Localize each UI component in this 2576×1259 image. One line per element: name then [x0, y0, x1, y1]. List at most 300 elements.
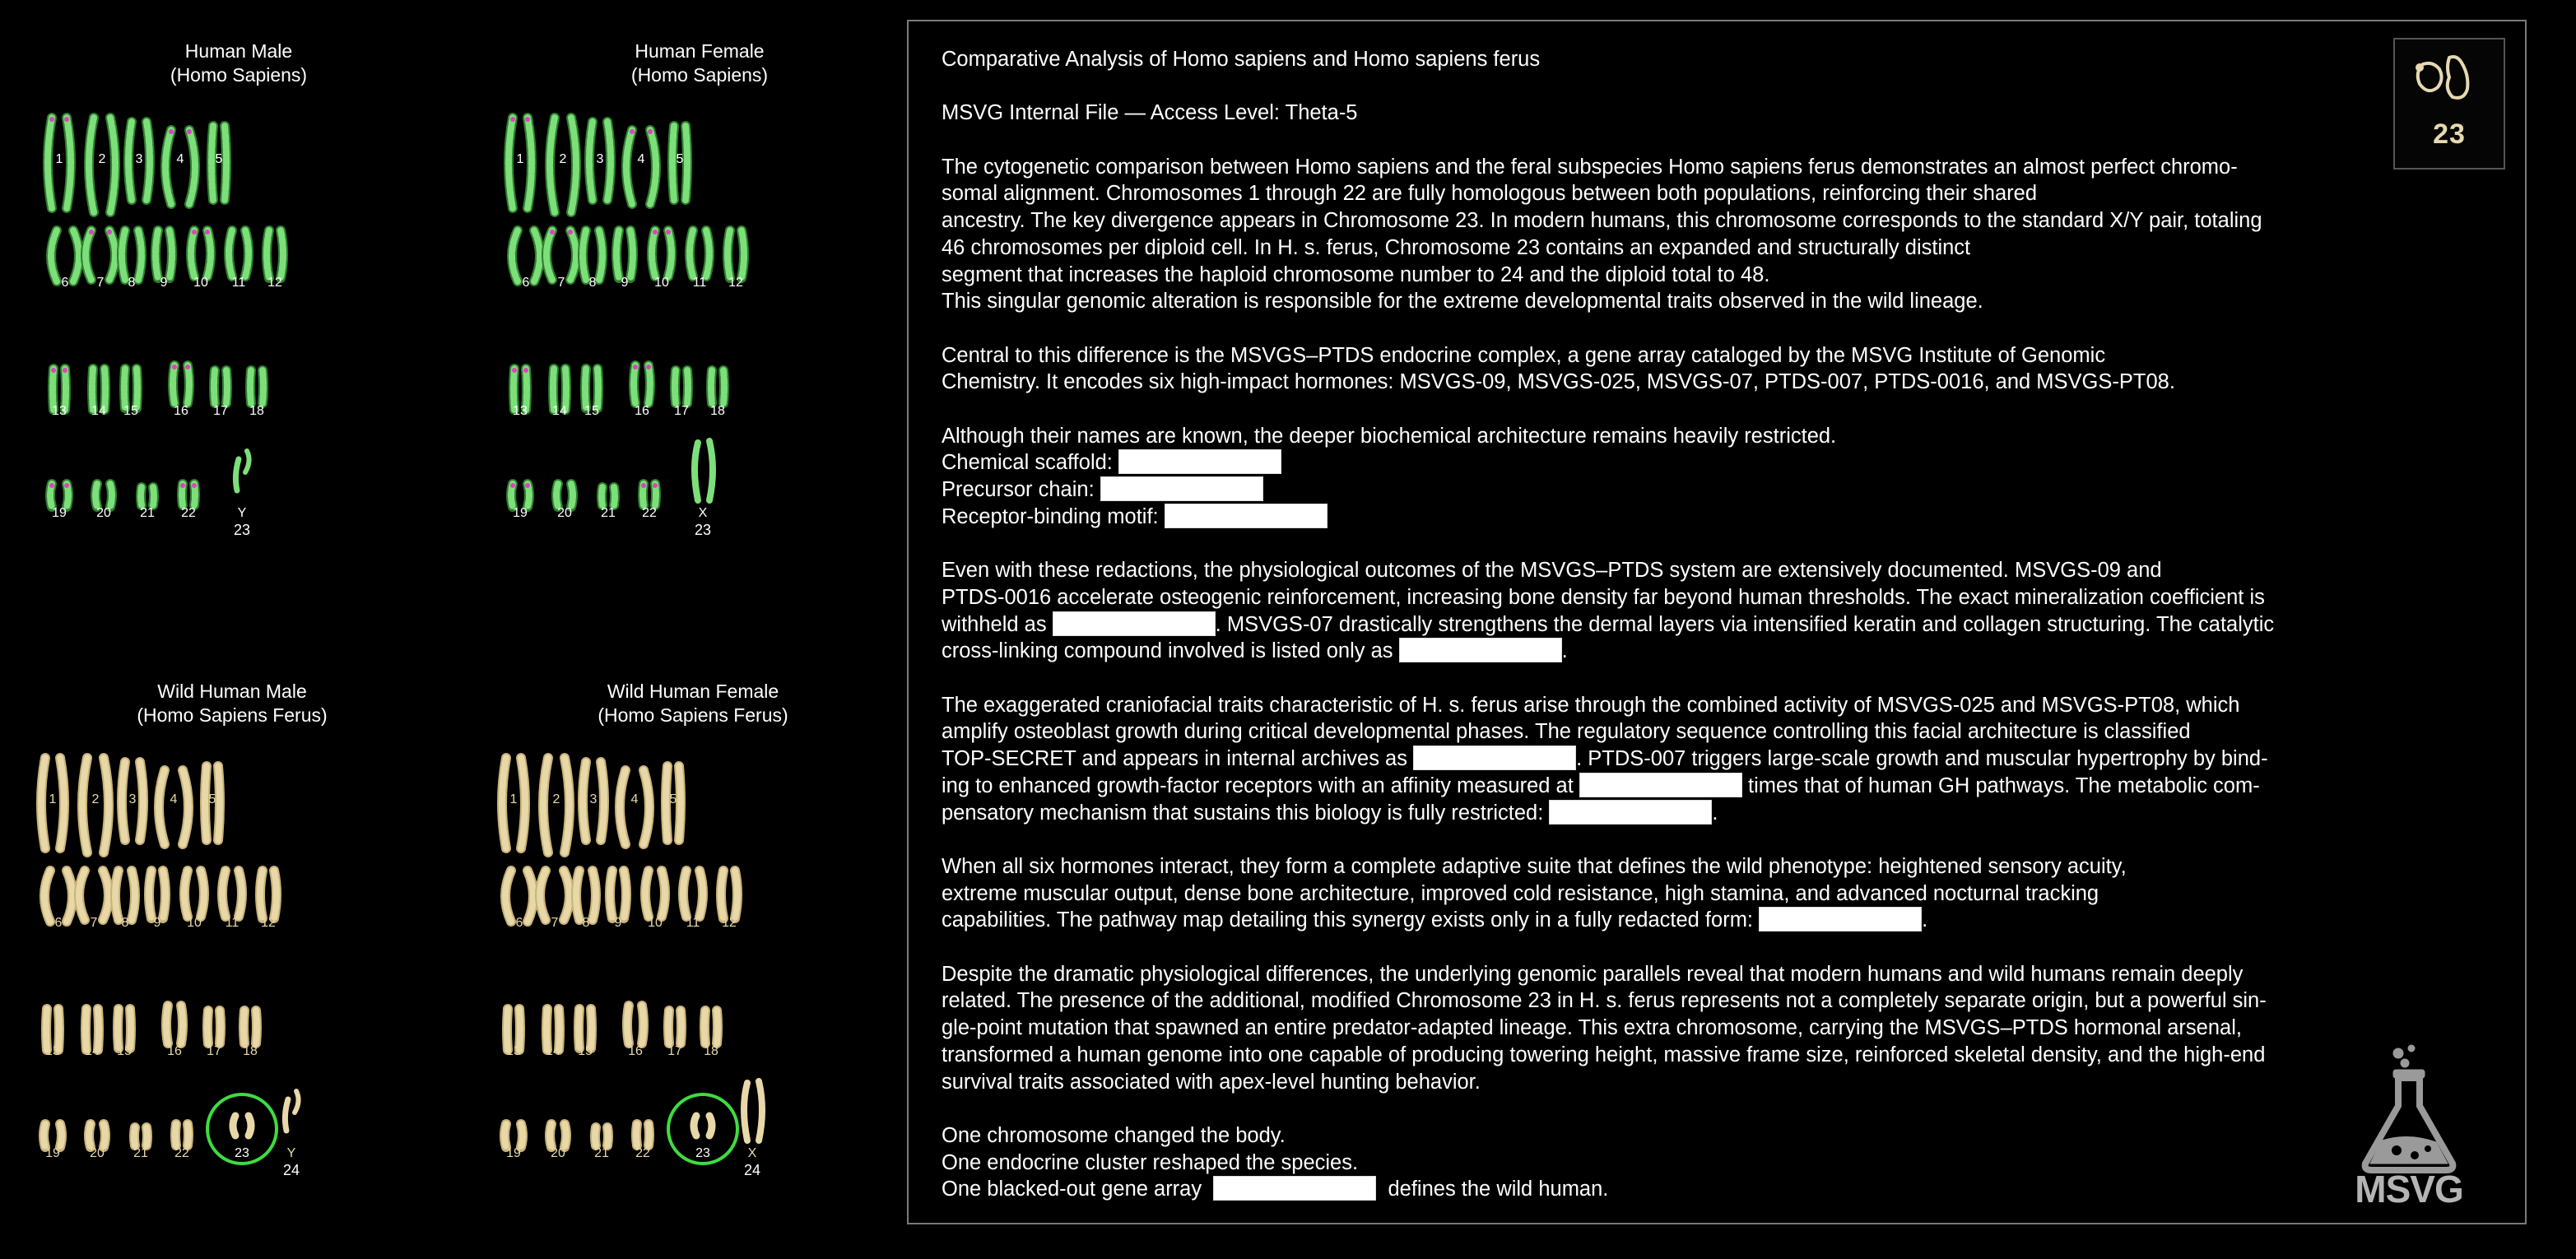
chromosome-number-label: 3 [589, 792, 598, 806]
redacted-field [942, 449, 2357, 476]
chromosome-pair-21 [602, 487, 615, 505]
chromosome-pair-17 [207, 1010, 221, 1043]
chromosome-number-label: 20 [557, 506, 572, 520]
text-line [942, 638, 2357, 665]
chromosome-number-label: 15 [123, 404, 138, 418]
chromosome-pair-16 [627, 1006, 644, 1043]
chromosome-number-label: 16 [628, 1044, 643, 1058]
paragraph-endocrine [942, 342, 2357, 396]
sex-chromosome-number: 24 [743, 1162, 761, 1178]
text-line [942, 907, 2357, 934]
chromosome-marker [666, 230, 671, 235]
chromosome-marker [205, 230, 210, 235]
chromosome-body [260, 871, 263, 918]
chromosome-body [675, 370, 676, 403]
chromosome-number-label: 18 [243, 1044, 258, 1058]
text-line: 46 chromosomes per diploid cell. In H. s. ferus, Chromosome 23 contains an expanded and structurally distinct [942, 235, 1971, 259]
chromosome-body [163, 871, 165, 918]
chromosome-body [274, 871, 277, 918]
text-line: One chromosome changed the body. [942, 1123, 1286, 1147]
text-line: Central to this difference is the MSVGS–PTDS endocrine complex, a gene array cataloged by the MSVG Institute of Genomic [942, 343, 2106, 367]
chromosome-body [60, 1124, 62, 1147]
text-line: Although their names are known, the deeper biochemical architecture remains heavily restricted. [942, 424, 1837, 448]
chromosome-marker [641, 483, 646, 488]
chromosome-body [690, 230, 693, 276]
chromosome-number-label: 13 [45, 1044, 60, 1058]
chromosome-body [694, 1116, 696, 1136]
text-line: segment that increases the haploid chromosome number to 24 and the diploid total to 48. [942, 262, 1770, 286]
chromosome-pair-8 [122, 230, 142, 280]
chromosome-number-label: 6 [54, 916, 63, 930]
paragraph-restricted [942, 423, 2357, 531]
paragraph-outcomes [942, 557, 2357, 665]
text-fragment: ing to enhanced growth-factor receptors with an affinity measured at [942, 774, 1574, 797]
chromosome-body [205, 766, 207, 840]
text-fragment: TOP-SECRET and appears in internal archives as [942, 747, 1407, 771]
chromosome-number-label: 1 [509, 792, 518, 806]
chromosome-body [207, 230, 211, 276]
chromosome-body [521, 1124, 523, 1147]
chromosome-body [652, 230, 655, 276]
chromosome-pair-6 [51, 230, 79, 281]
chromosome-body [140, 762, 143, 840]
sex-chromosome-pair [235, 451, 249, 490]
chromosome-pair-21 [595, 1127, 608, 1145]
chromosome-pair-16 [166, 1006, 183, 1043]
chromosome-number-label: 6 [522, 276, 530, 290]
chromosome-number-label: 20 [90, 1146, 105, 1160]
sex-chromosome-label: Y [286, 1146, 296, 1160]
sex-chromosome-label: Y [237, 506, 247, 520]
chromosome-body [118, 1009, 119, 1048]
chromosome-body [711, 370, 712, 403]
text-line: somal alignment. Chromosomes 1 through 22 are fully homologous between both populations, reinforcing their shared [942, 182, 2038, 206]
karyotype-title-main: Wild Human Male [157, 681, 307, 702]
document-file-line: MSVG Internal File — Access Level: Theta-5 [942, 101, 1358, 125]
chromosome-body [141, 487, 142, 505]
karyotype-title-sub: (Homo Sapiens Ferus) [598, 704, 788, 726]
chromosome-body [624, 871, 626, 918]
chromosome-body [138, 230, 142, 280]
chromosome-pair-17 [214, 370, 227, 403]
redaction-bar [1579, 773, 1742, 797]
chromosome-body [295, 1091, 299, 1113]
karyotype-title-sub: (Homo Sapiens) [630, 64, 769, 86]
chromosome-body [683, 871, 686, 917]
chromosome-body [175, 1124, 176, 1145]
text-line: One endocrine cluster reshaped the species. [942, 1150, 1359, 1174]
text-fragment: capabilities. The pathway map detailing this synergy exists only in a fully redacted form: [942, 908, 1754, 932]
chromosome-body [226, 370, 227, 403]
chromosome-body [571, 484, 573, 507]
chromosome-body [550, 1124, 551, 1147]
chromosome-body [583, 762, 586, 840]
chromosome-number-label: 15 [584, 404, 599, 418]
redaction-bar [1165, 504, 1328, 528]
chromosome-number-label: 14 [552, 404, 567, 418]
chromosome-number-label: 11 [686, 916, 700, 930]
chromosome-body [706, 230, 709, 276]
karyotype-wild-male [18, 680, 446, 1256]
chromosome-number-label: 10 [187, 916, 202, 930]
chromosome-number-label: 21 [133, 1146, 148, 1160]
chromosome-pair-20 [89, 1124, 105, 1147]
chromosome-marker [192, 230, 197, 235]
redaction-bar [1413, 746, 1576, 770]
karyotype-chart [25, 39, 453, 616]
chromosome-body [245, 451, 249, 472]
chromosome-body [642, 1006, 644, 1043]
chromosome-body [589, 122, 593, 200]
chromosome-marker [646, 365, 651, 369]
redaction-bar [1118, 449, 1281, 474]
chromosome-number-label: 18 [704, 1044, 718, 1058]
chromosome-body [695, 443, 698, 500]
chromosome-body [95, 484, 97, 507]
chromosome-pair-18 [244, 1010, 257, 1043]
chromosome-body [149, 871, 151, 918]
chromosome-pair-19 [505, 1124, 523, 1147]
chromosome-number-label: 1 [55, 152, 63, 166]
text-fragment: . [1712, 801, 1718, 825]
text-line: Chemistry. It encodes six high-impact hormones: MSVGS-09, MSVGS-025, MSVGS-07, PTDS-007, PTDS-0016, and MSVGS-PT08. [942, 370, 2175, 394]
chromosome-number-label: 9 [153, 916, 161, 930]
chromosome-pair-20 [556, 484, 573, 507]
chromosome-pair-4 [165, 129, 195, 204]
sex-chromosome-label: X [698, 506, 708, 520]
chromosome-pair-17 [675, 370, 688, 403]
chromosome-number-label: 8 [121, 916, 129, 930]
chromosome-body [110, 484, 112, 507]
chromosome-number-label: 3 [128, 792, 137, 806]
chromosome-body [627, 1006, 629, 1043]
chromosome-pair-9 [156, 230, 172, 278]
chromosome-number-label: 6 [61, 276, 69, 290]
chromosome-marker [568, 230, 573, 235]
chromosome-body [222, 871, 226, 917]
document-body [942, 46, 2357, 1230]
chromosome-number-label: 3 [135, 152, 143, 166]
chromosome-pair-15 [579, 1009, 592, 1048]
chromosome-number-label: 2 [552, 792, 560, 806]
chromosome-pair-22 [641, 483, 658, 505]
msvg-logo [2347, 1042, 2471, 1215]
sex-chromosome-number: 23 [233, 522, 251, 538]
chromosome-body [607, 1127, 608, 1145]
chromosome-pair-10 [184, 871, 204, 917]
redacted-field [942, 476, 2357, 504]
chromosome-pair-22 [636, 1124, 649, 1145]
chromosome-pair-11 [690, 230, 709, 276]
chromosome-body [285, 1099, 288, 1131]
chromosome-number-label: 15 [578, 1044, 593, 1058]
chromosome-marker [64, 483, 69, 488]
text-line: related. The presence of the additional, modified Chromosome 23 in H. s. ferus represents not a completely separate origin, but a powerful sin- [942, 989, 2267, 1013]
chromosome-body [220, 1010, 221, 1043]
paragraph-closing [942, 1122, 2357, 1203]
chromosome-marker [523, 368, 528, 373]
chromosome-body [130, 1009, 131, 1048]
chromosome-number-label: 9 [160, 276, 168, 290]
chromosome-pair-11 [683, 871, 703, 917]
chromosome-pair-7 [540, 871, 570, 920]
chromosome-pair-10 [645, 871, 665, 917]
chromosome-body [679, 766, 681, 840]
chromosome-number-label: 20 [96, 506, 111, 520]
chromosome-number-label: 8 [582, 916, 590, 930]
chromosome-pair-15 [585, 369, 598, 408]
chromosome-body [184, 871, 188, 917]
text-line [942, 800, 2357, 827]
chromosome-number-label: 11 [692, 276, 707, 290]
chromosome-number-label: 16 [167, 1044, 182, 1058]
chromosome-number-label: 5 [215, 152, 223, 166]
chromosome-number-label: 17 [207, 1044, 221, 1058]
chromosome-pair-12 [721, 871, 737, 918]
paragraph-craniofacial [942, 692, 2357, 827]
chromosome-body [122, 762, 125, 840]
chromosome-number-label: 11 [231, 276, 246, 290]
paragraph-genomic-parallels [942, 961, 2357, 1096]
chromosome-body [153, 487, 154, 505]
chromosome-body [122, 230, 125, 280]
chromosome-pair-11 [229, 230, 249, 276]
chromosome-body [218, 766, 220, 840]
chromosome-pair-18 [711, 370, 724, 403]
sex-chromosome-pair [695, 441, 713, 500]
chromosome-body [124, 369, 125, 408]
chromosome-number-label: 2 [98, 152, 106, 166]
chromosome-pair-8 [115, 871, 135, 920]
chromosome-body [630, 230, 633, 278]
chromosome-body [700, 871, 703, 917]
paragraph-cytogenetic [942, 154, 2357, 315]
chromosome-pair-19 [510, 483, 530, 507]
chromosome-pair-6 [512, 230, 540, 281]
chromosome-marker [64, 117, 69, 122]
chromosome-body [709, 441, 713, 500]
chromosome-marker [630, 129, 635, 134]
text-line: When all six hormones interact, they form a complete adaptive suite that defines the wild phenotype: heightened sensory acuity, [942, 854, 2127, 878]
paragraph-adaptive-suite [942, 853, 2357, 934]
chromosome-pair-10 [191, 230, 211, 276]
chromosome-number-label: 10 [648, 916, 663, 930]
chromosome-pair-22 [175, 1124, 188, 1145]
field-label: Precursor chain: [942, 478, 1095, 502]
text-line [942, 611, 2357, 639]
redaction-bar [1213, 1176, 1376, 1201]
chromosome-pair-20 [95, 484, 112, 507]
chromosome-body [704, 1010, 705, 1043]
chromosome-body [744, 1083, 747, 1141]
chromosome-number-label: 9 [621, 276, 629, 290]
chromosome-23-badge [2393, 38, 2505, 170]
chromosome-number-label: 12 [267, 276, 282, 290]
chromosome-body [645, 871, 649, 917]
chromosome-pair-17 [668, 1010, 681, 1043]
chromosome-number-label: 7 [557, 276, 565, 290]
chromosome-number-label: 17 [674, 404, 689, 418]
chromosome-body [666, 766, 667, 840]
chromosome-body [649, 365, 650, 403]
chromosome-body [742, 230, 744, 278]
text-line [942, 746, 2357, 773]
redaction-bar [1759, 907, 1922, 931]
chromosome-pair-22 [180, 483, 197, 505]
chromosome-body [717, 1010, 718, 1043]
chromosome-number-label: 10 [193, 276, 208, 290]
chromosome-number-label: 8 [588, 276, 597, 290]
chromosome-marker [550, 230, 555, 235]
chromosome-body [115, 871, 119, 920]
text-line: The exaggerated craniofacial traits characteristic of H. s. ferus arise through the combined activity of MSVGS-025 and MSVGS-PT08, which [942, 693, 2240, 717]
chromosome-body [132, 871, 135, 920]
karyotype-human-female [486, 39, 914, 616]
chromosome-body [134, 1127, 135, 1145]
chromosome-number-label: 21 [594, 1146, 609, 1160]
chromosome-number-label: 12 [722, 916, 737, 930]
document-title: Comparative Analysis of Homo sapiens and Homo sapiens ferus [942, 48, 1541, 71]
chromosome-body [267, 230, 269, 278]
chromosome-body [686, 126, 687, 200]
chromosome-pair-4 [159, 770, 188, 844]
chromosome-pair-8 [576, 871, 596, 920]
text-line: Even with these redactions, the physiological outcomes of the MSVGS–PTDS system are extensively documented. MSVGS-09 and [942, 559, 2162, 583]
chromosome-pair-16 [172, 365, 190, 403]
text-line: survival traits associated with apex-level hunting behavior. [942, 1070, 1481, 1094]
chromosome-number-label: 5 [208, 792, 216, 806]
chromosome-body [709, 1116, 712, 1136]
chromosome-marker [525, 483, 530, 488]
chromosome-pair-21 [134, 1127, 147, 1145]
chromosome-number-label: 13 [513, 404, 528, 418]
chromosome-number-label: 1 [49, 792, 57, 806]
chromosome-marker [653, 483, 658, 488]
chromosome-body [636, 1124, 637, 1145]
chromosome-body [44, 1124, 45, 1147]
text-fragment: . MSVGS-07 drastically strengthens the dermal layers via intensified keratin and collagen structuring. The catalytic [1215, 612, 2275, 636]
chromosome-number-label: 4 [170, 792, 178, 806]
chromosome-body [721, 871, 723, 918]
chromosome-number-label: 19 [513, 506, 528, 520]
chromosome-marker [172, 365, 177, 369]
karyotype-chart [479, 680, 907, 1256]
chromosome-body [595, 1127, 596, 1145]
chromosome-body [181, 1006, 183, 1043]
karyotype-title-sub: (Homo Sapiens) [170, 64, 308, 86]
chromosome-number-label: 15 [117, 1044, 132, 1058]
chromosome-number-label: 7 [90, 916, 98, 930]
text-line: This singular genomic alteration is responsible for the extreme developmental traits observed in the wild lineage. [942, 290, 1983, 314]
chromosome-number-label: 5 [676, 152, 684, 166]
chromosome-number-label: 22 [642, 506, 657, 520]
chromosome-body [610, 871, 612, 918]
chromosome-body [128, 122, 132, 200]
chromosome-body [585, 369, 586, 408]
text-fragment: pensatory mechanism that sustains this biology is fully restricted: [942, 801, 1544, 825]
chromosome-number-label: 9 [614, 916, 622, 930]
chromosome-pair-18 [704, 1010, 718, 1043]
chromosome-body [728, 230, 730, 278]
chromosome-marker [169, 129, 174, 134]
chromosome-body [505, 1124, 506, 1147]
text-fragment: . PTDS-007 triggers large-scale growth and muscular hypertrophy by bind- [1576, 747, 2268, 771]
karyotype-chart [18, 680, 446, 1256]
text-line: extreme muscular output, dense bone architecture, improved cold resistance, high stamina, and advanced nocturnal tracking [942, 881, 2099, 905]
text-line: transformed a human genome into one capable of producing towering height, massive frame size, reinforced skeletal density, and the high-end [942, 1043, 2266, 1066]
redaction-bar [1399, 638, 1562, 662]
chromosome-marker [633, 365, 638, 369]
chromosome-body [245, 230, 249, 276]
chromosome-pair-15 [124, 369, 137, 408]
chromosome-pair-20 [550, 1124, 566, 1147]
text-line: The cytogenetic comparison between Homo sapiens and the feral subspecies Homo sapiens ferus demonstrates an almost perfect chromo- [942, 155, 2238, 179]
redaction-bar [1549, 800, 1712, 825]
chromosome-body [156, 230, 158, 278]
chromosome-pair-9 [610, 871, 626, 918]
chromosome-body [89, 1124, 91, 1147]
text-fragment: times that of human GH pathways. The metabolic com- [1747, 774, 2260, 797]
chromosome-marker [49, 117, 54, 122]
text-fragment: . [1561, 639, 1568, 663]
chromosome-body [207, 1010, 208, 1043]
text-line: Despite the dramatic physiological differences, the underlying genomic parallels reveal that modern humans and wild humans remain deeply [942, 962, 2244, 986]
chromosome-marker [510, 483, 515, 488]
chromosome-number-label: 2 [559, 152, 567, 166]
chromosome-number-label: 14 [546, 1044, 560, 1058]
chromosome-pair-8 [583, 230, 602, 280]
chromosome-number-label: 18 [249, 404, 264, 418]
chromosome-number-label: 14 [91, 404, 106, 418]
chromosome-number-label: 8 [128, 276, 136, 290]
text-line [942, 1176, 2357, 1203]
chromosome-number-label: 6 [515, 916, 523, 930]
chromosome-number-label: 12 [728, 276, 743, 290]
sex-chromosome-label: X [747, 1146, 757, 1160]
chromosome-pair-12 [728, 230, 744, 278]
chromosome-pair-10 [652, 230, 672, 276]
chromosome-marker [525, 117, 530, 122]
chromosome-body [249, 1116, 251, 1136]
chromosome-marker [192, 483, 197, 488]
chromosome-marker [180, 483, 185, 488]
text-line: ancestry. The key divergence appears in Chromosome 23. In modern humans, this chromosome corresponds to the standard X/Y pair, totaling [942, 209, 2262, 233]
chromosome-number-label: 17 [213, 404, 228, 418]
text-line: amplify osteoblast growth during critical developmental phases. The regulatory sequence controlling this facial architecture is classified [942, 720, 2191, 744]
text-fragment: cross-linking compound involved is listed only as [942, 639, 1393, 663]
chromosome-number-label: 18 [710, 404, 725, 418]
karyotype-wild-female [479, 680, 907, 1256]
chromosome-body [229, 230, 232, 276]
chromosome-number-label: 22 [181, 506, 196, 520]
karyotype-human-male [25, 39, 453, 616]
chromosome-body [723, 370, 724, 403]
chromosome-body [173, 365, 174, 403]
chromosome-body [616, 230, 619, 278]
chromosome-body [735, 871, 737, 918]
chromosome-pair-4 [626, 129, 656, 204]
chromosome-number-label: 5 [669, 792, 677, 806]
chromosome-marker [89, 230, 94, 235]
chromosome-number-label: 13 [52, 404, 67, 418]
chromosome-marker [63, 368, 67, 373]
chromosome-body [146, 1127, 147, 1145]
chromosome-pair-9 [616, 230, 633, 278]
sex-chromosome-pair [285, 1091, 298, 1131]
chromosome-pair-9 [149, 871, 165, 918]
chromosome-body [233, 1116, 235, 1136]
text-line [942, 773, 2357, 800]
